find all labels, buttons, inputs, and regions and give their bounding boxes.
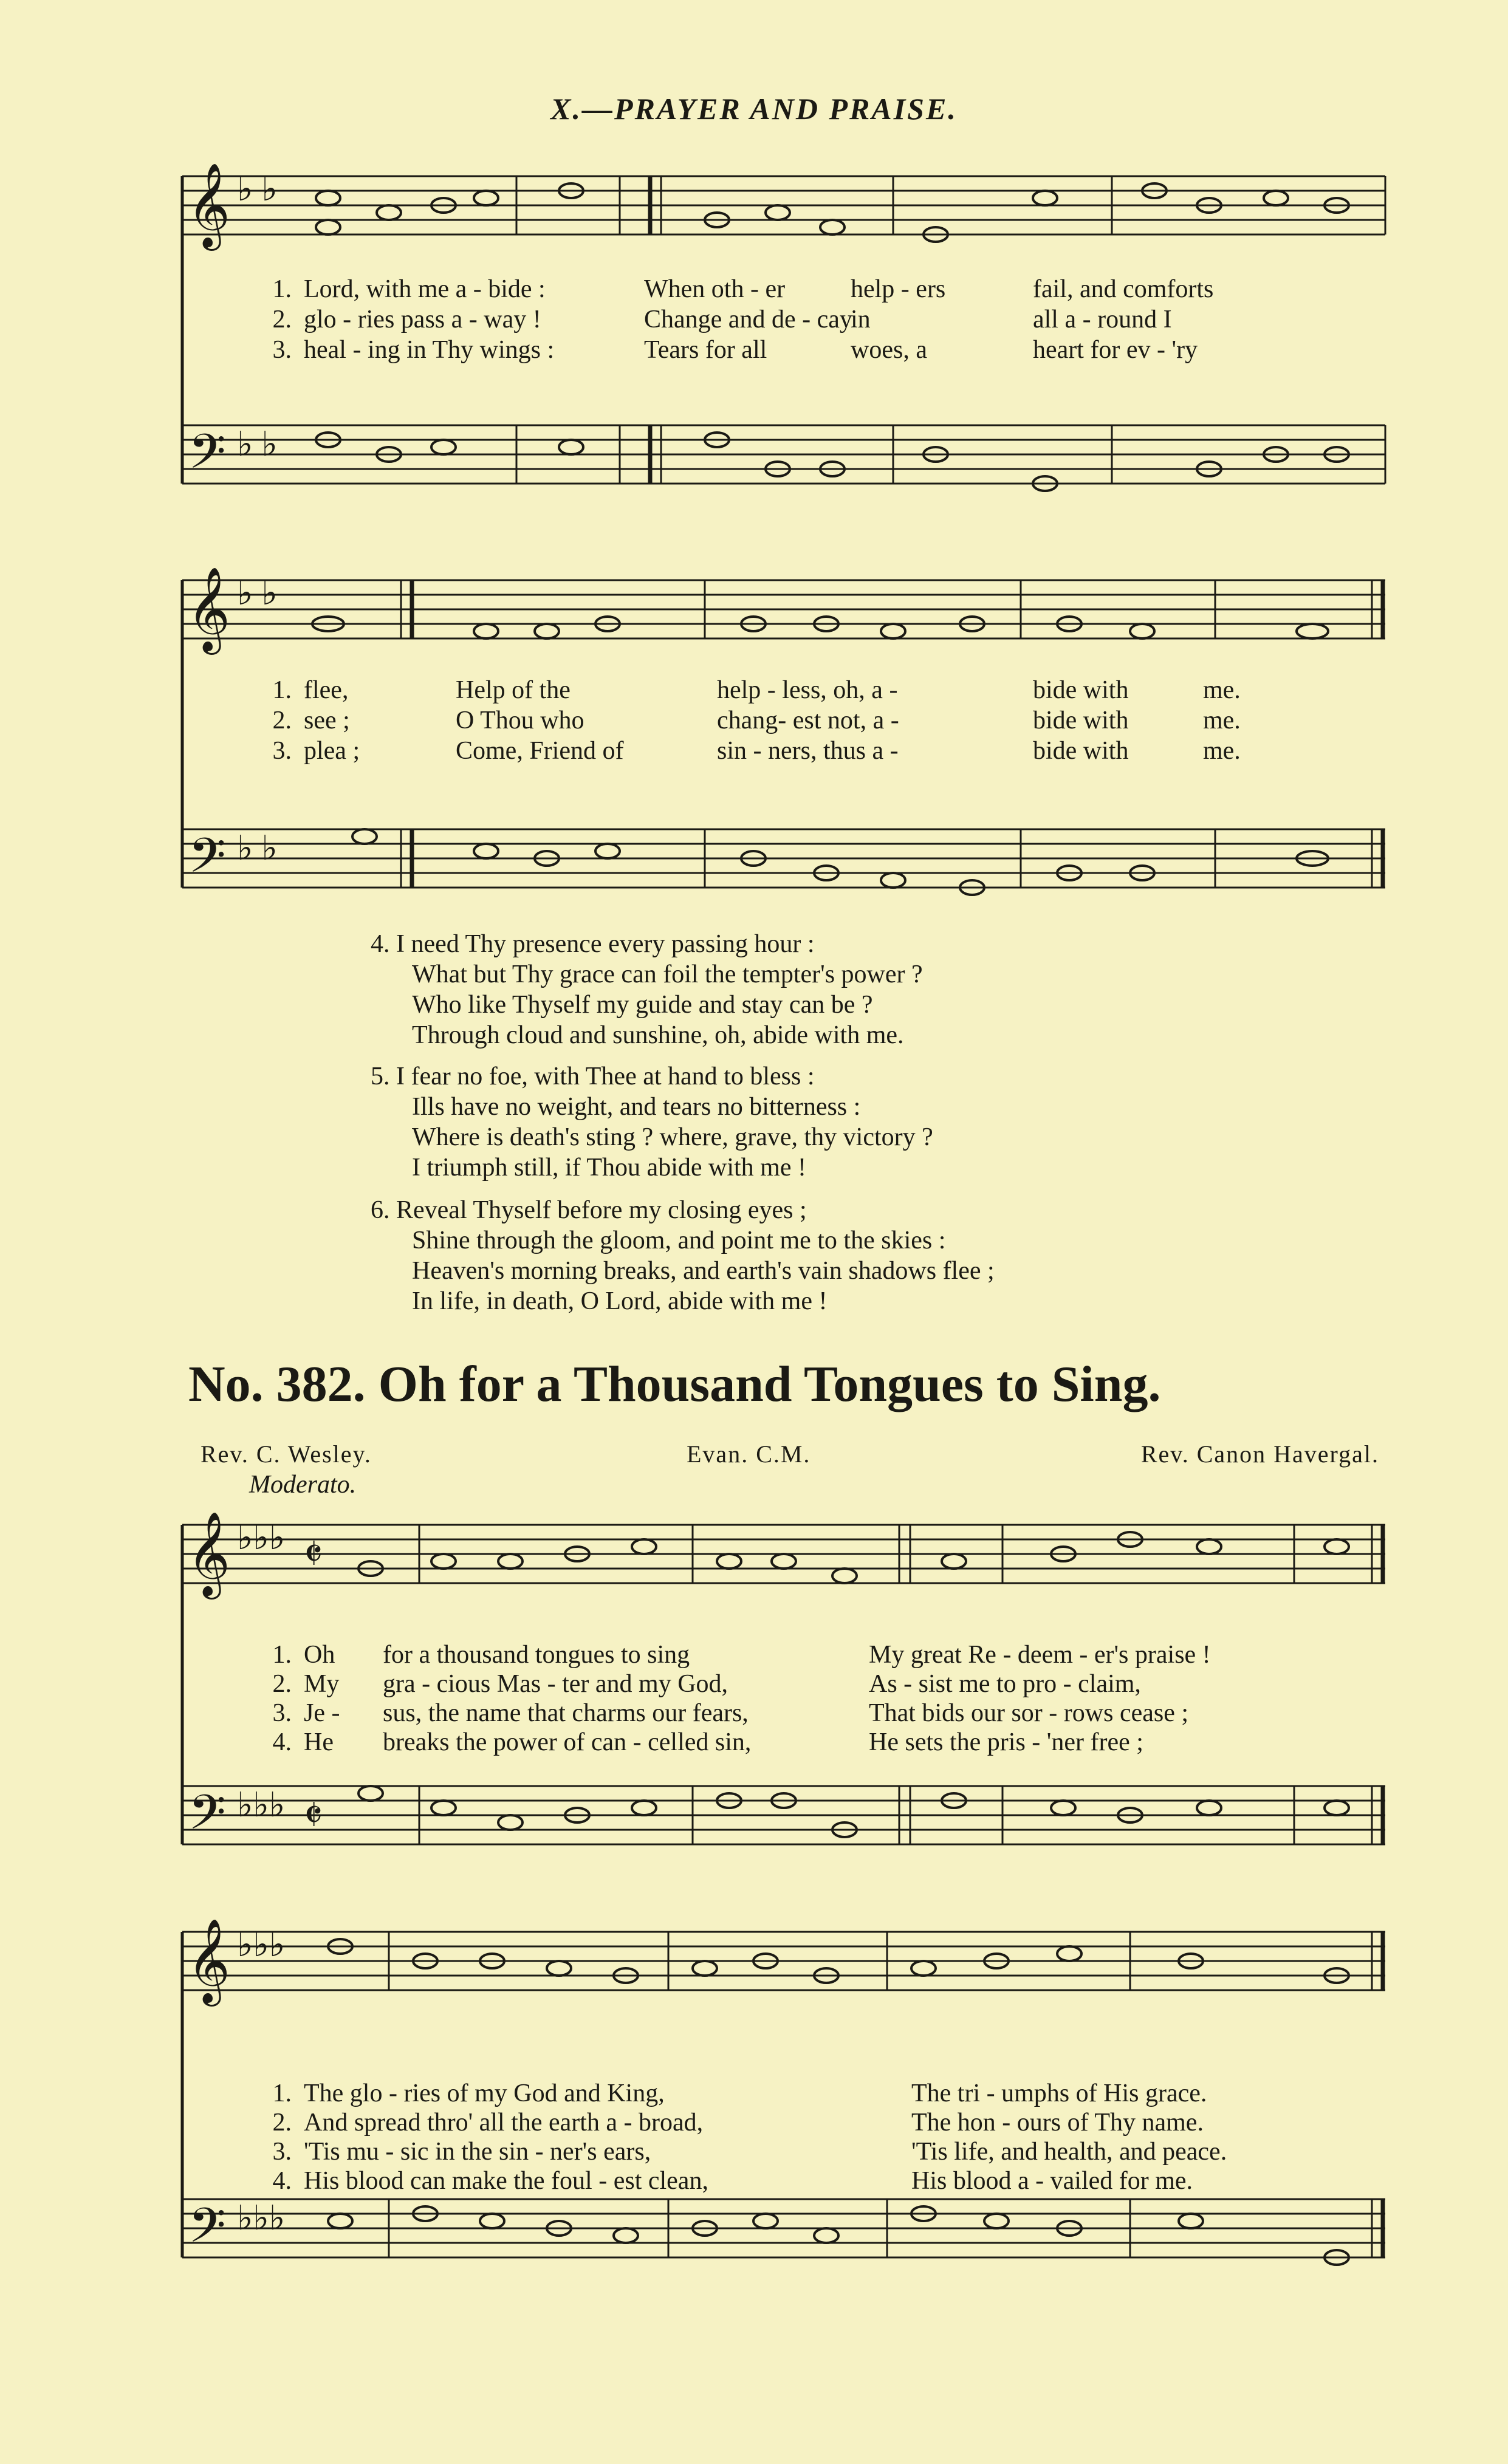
- lyric-line: 1. flee, Help of the help - less, oh, a - bide with me.: [272, 676, 1241, 704]
- hymn-tune: Evan. C.M.: [687, 1440, 811, 1468]
- hymn-composer: Rev. Canon Havergal.: [1140, 1440, 1379, 1468]
- lyric-line: 1. Oh for a thousand tongues to sing My great Re - deem - er's praise !: [272, 1641, 1211, 1669]
- lyric-line: 1. Lord, with me a - bide : When oth - er help - ers fail, and comforts: [272, 275, 1214, 303]
- lyric-line: 3. 'Tis mu - sic in the sin - ner's ears, 'Tis life, and health, and peace.: [272, 2138, 1227, 2166]
- svg-text:𝄵: 𝄵: [304, 1531, 323, 1578]
- svg-text:♭ ♭: ♭ ♭: [237, 171, 278, 208]
- lyric-line: 4. He breaks the power of can - celled sin, He sets the pris - 'ner free ;: [272, 1728, 1143, 1756]
- lyric-line: 3. Je - sus, the name that charms our fears, That bids our sor - rows cease ;: [272, 1699, 1189, 1727]
- svg-text:♭ ♭: ♭ ♭: [237, 830, 278, 868]
- svg-text:♭ ♭: ♭ ♭: [237, 575, 278, 612]
- svg-text:𝄢: 𝄢: [188, 827, 226, 895]
- svg-text:𝄢: 𝄢: [188, 1784, 226, 1852]
- svg-text:𝄢: 𝄢: [188, 423, 226, 491]
- section-header: X.—PRAYER AND PRAISE.: [550, 92, 958, 126]
- lyric-line: 4. His blood can make the foul - est clean, His blood a - vailed for me.: [272, 2167, 1193, 2195]
- svg-text:𝄢: 𝄢: [188, 2197, 226, 2265]
- lyric-line: 3. heal - ing in Thy wings : Tears for all woes, a heart for ev - 'ry: [272, 336, 1198, 364]
- lyric-line: 2. My gra - cious Mas - ter and my God, As - sist me to pro - claim,: [272, 1670, 1141, 1698]
- svg-text:𝄞: 𝄞: [187, 567, 230, 651]
- verse-5: 5. I fear no foe, with Thee at hand to bless : Ills have no weight, and tears no bitterness : Where is death's sting ? where, grave, thy victory ? I triumph still, if Thou abide with me !: [371, 1063, 933, 1182]
- lyric-line: 2. And spread thro' all the earth a - broad, The hon - ours of Thy name.: [272, 2109, 1204, 2137]
- svg-text:𝄵: 𝄵: [304, 1793, 323, 1839]
- svg-text:𝄞: 𝄞: [187, 1511, 230, 1596]
- lyrics-381-system-1: [225, 275, 1213, 366]
- lyric-line: 2. see ; O Thou who chang- est not, a - bide with me.: [272, 707, 1241, 734]
- hymn-title: No. 382. Oh for a Thousand Tongues to Sing.: [188, 1356, 1161, 1412]
- svg-text:♭♭♭: ♭♭♭: [237, 2200, 286, 2237]
- lyric-line: 2. glo - ries pass a - way ! Change and de - cayin all a - round I: [272, 306, 1172, 334]
- hymn-author: Rev. C. Wesley.: [200, 1440, 372, 1468]
- lyric-line: 1. The glo - ries of my God and King, The tri - umphs of His grace.: [272, 2079, 1207, 2107]
- svg-text:♭♭♭: ♭♭♭: [237, 1926, 286, 1964]
- verse-4: 4. I need Thy presence every passing hour : What but Thy grace can foil the tempter's power ? Who like Thyself my guide and stay can be ? Through cloud and sunshine, oh, abide with me.: [371, 930, 923, 1049]
- svg-text:♭ ♭: ♭ ♭: [237, 426, 278, 464]
- lyrics-381-system-2: [225, 676, 1241, 767]
- svg-text:𝄞: 𝄞: [187, 163, 230, 247]
- tempo-marking: Moderato.: [249, 1471, 357, 1499]
- svg-text:𝄞: 𝄞: [187, 1918, 230, 2003]
- verse-6: 6. Reveal Thyself before my closing eyes ; Shine through the gloom, and point me to the skies : Heaven's morning breaks, and earth's vain shadows flee ; In life, in death, O Lord, abide with me !: [371, 1196, 995, 1315]
- svg-text:♭♭♭: ♭♭♭: [237, 1787, 286, 1824]
- lyrics-382-system-1: [225, 1640, 1211, 1757]
- svg-text:♭♭♭: ♭♭♭: [237, 1519, 286, 1557]
- lyrics-382-system-2: [225, 2079, 1227, 2195]
- lyric-line: 3. plea ; Come, Friend of sin - ners, thus a - bide with me.: [272, 737, 1241, 765]
